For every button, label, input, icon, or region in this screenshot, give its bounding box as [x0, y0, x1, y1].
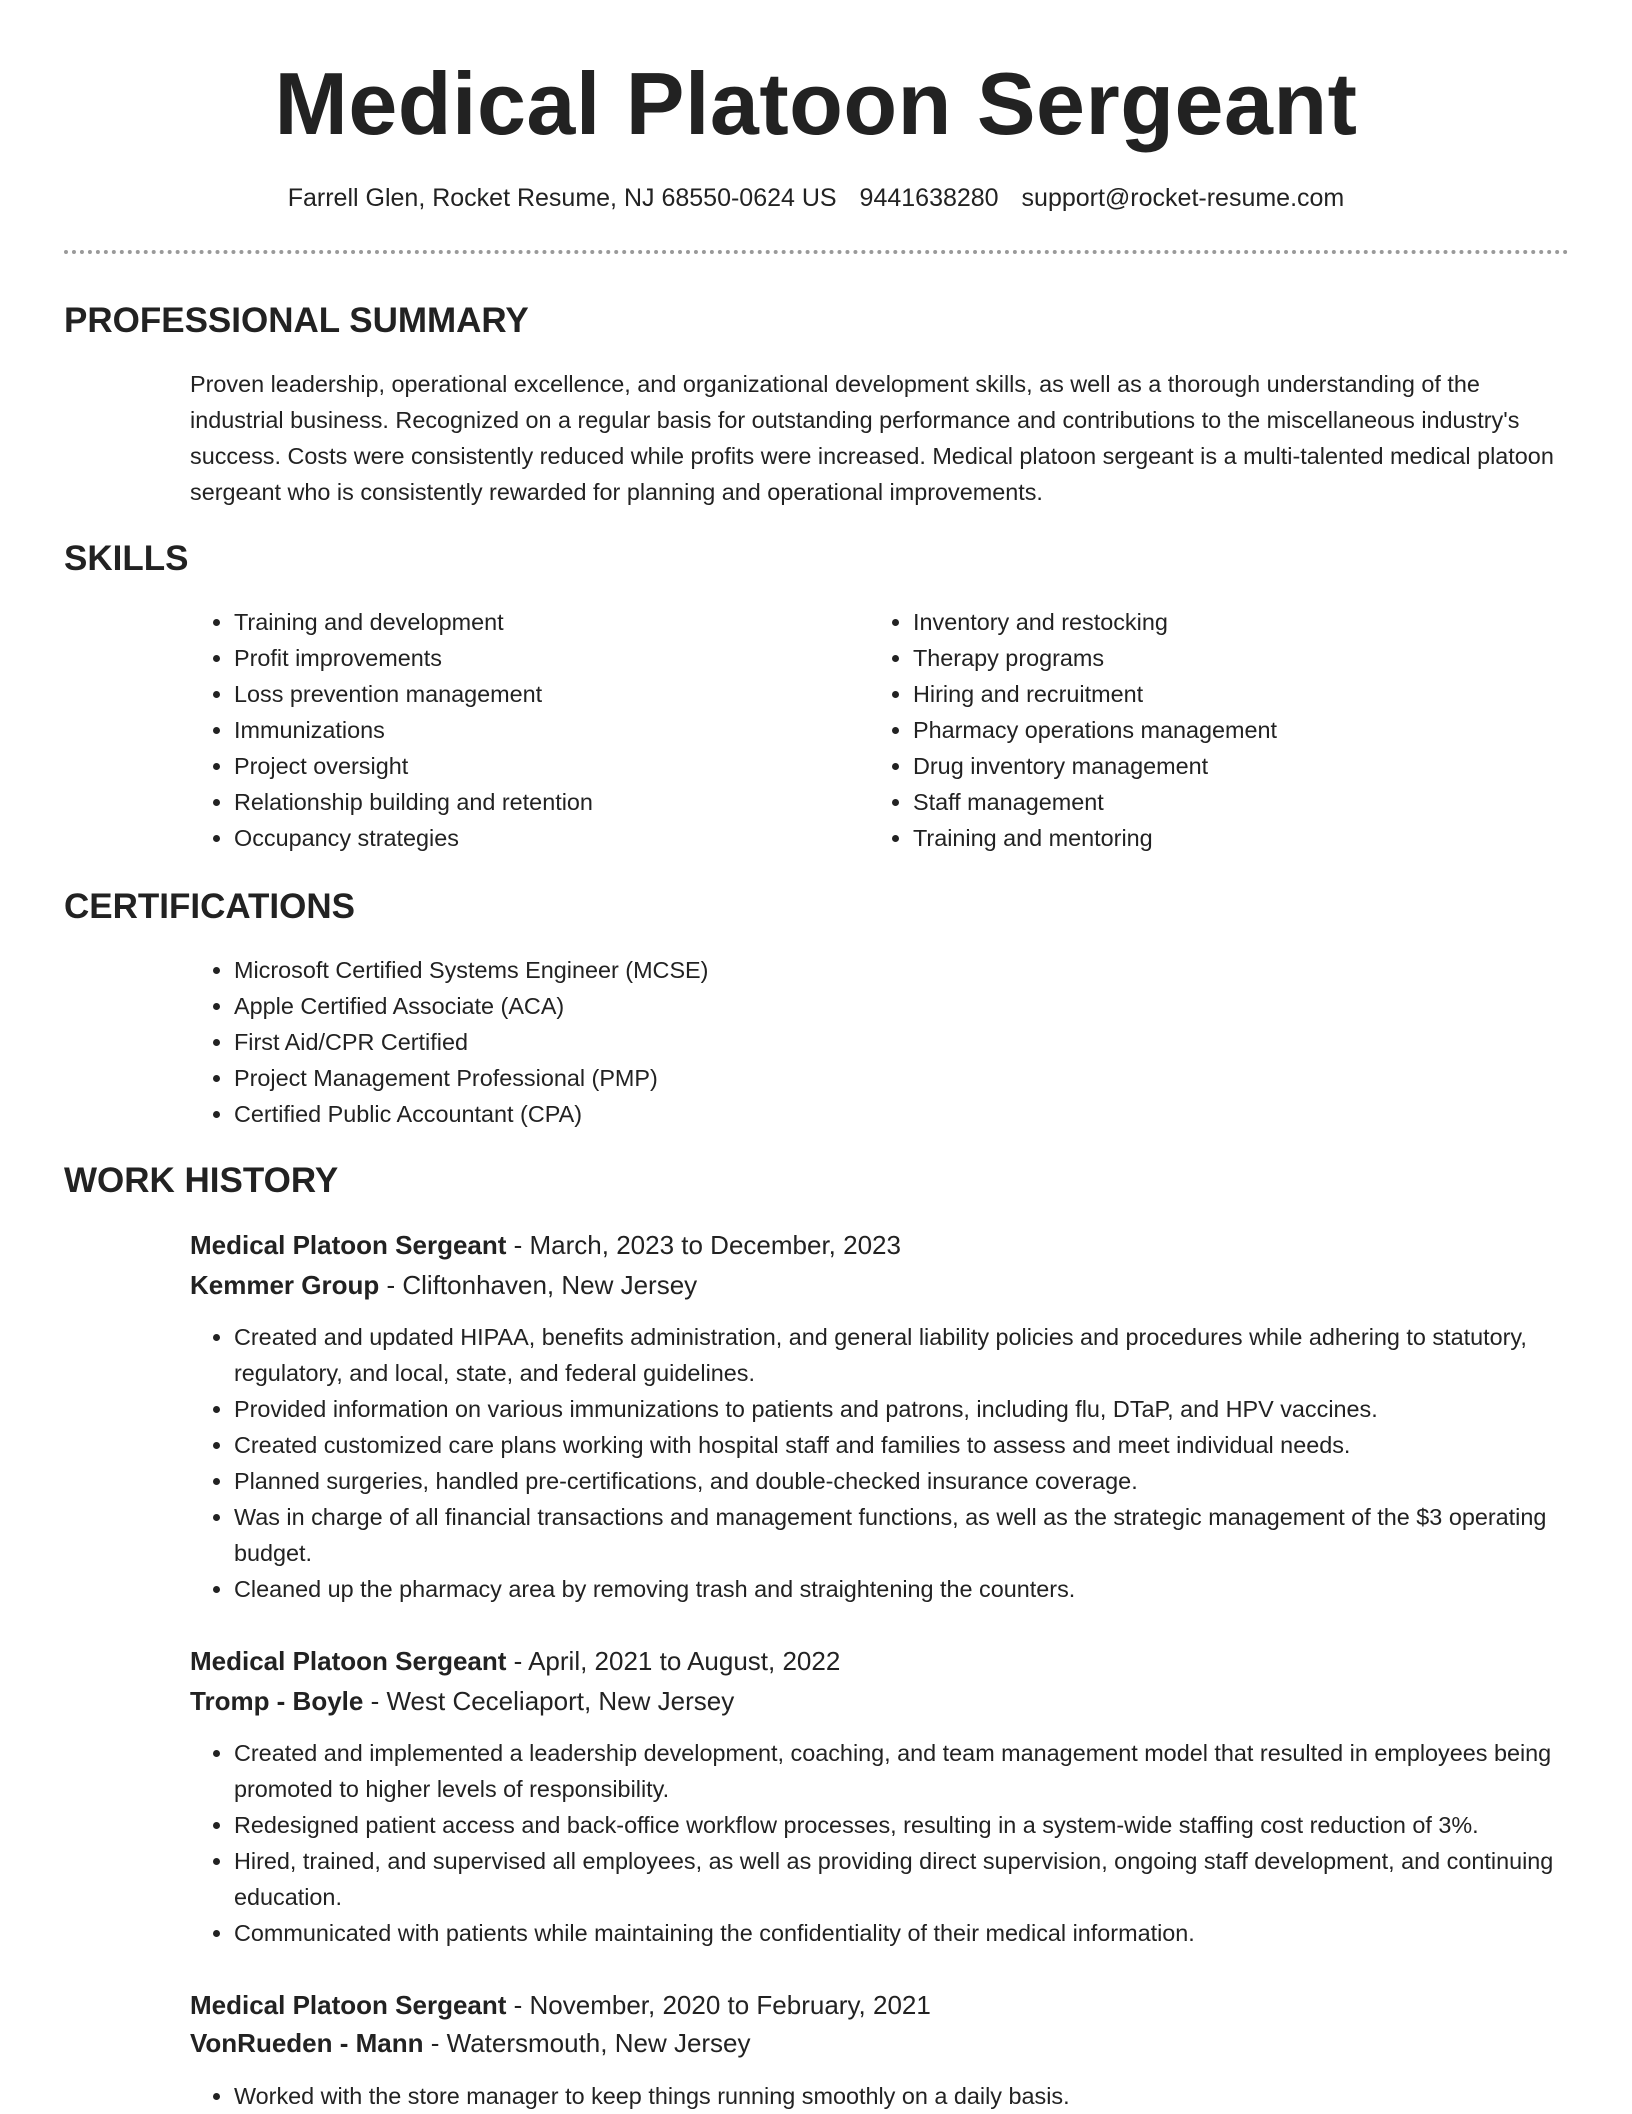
summary-text: Proven leadership, operational excellence, and organizational development skills, as well as a thorough understanding of the industrial business. Recognized on a regular basis for outstanding performance and contributions to the miscellaneous industry's success. Costs were consistently reduced while profits were increased. Medical platoon sergeant is a multi-talented medical platoon sergeant who is consistently rewarded for planning and operational improvements.	[190, 371, 1554, 505]
job-company-line	[190, 2023, 1570, 2063]
job-bullet: • Created and updated HIPAA, benefits administration, and general liability policies and procedures while adhering to statutory, regulatory, and local, state, and federal guidelines.	[234, 1319, 1570, 1391]
skills-list-left	[190, 604, 854, 856]
header-divider	[64, 250, 1569, 254]
skill-item: • Therapy programs	[913, 640, 1533, 676]
job-title-line	[190, 1225, 1570, 1265]
work-history-heading: WORK HISTORY	[64, 1161, 339, 1200]
certification-item: • Certified Public Accountant (CPA)	[234, 1096, 1534, 1132]
job-company-line	[190, 1681, 1570, 1721]
job-location: - Watersmouth, New Jersey	[423, 2028, 751, 2058]
skill-item: • Project oversight	[234, 748, 854, 784]
job-bullets	[190, 1319, 1570, 1607]
job-bullet: • Created and implemented a leadership development, coaching, and team management model that resulted in employees being promoted to higher levels of responsibility.	[234, 1735, 1570, 1807]
job-bullet: • Cleaned up the pharmacy area by removing trash and straightening the counters.	[234, 1571, 1570, 1607]
job-location: - Cliftonhaven, New Jersey	[379, 1270, 698, 1300]
skill-item: • Training and mentoring	[913, 820, 1533, 856]
certification-item: • Apple Certified Associate (ACA)	[234, 988, 1534, 1024]
job-bullet: • Hired, trained, and supervised all employees, as well as providing direct supervision, ongoing staff development, and continuing education.	[234, 1843, 1570, 1915]
job-company: Kemmer Group	[190, 1270, 380, 1300]
job-bullet: • Communicated with patients while maintaining the confidentiality of their medical information.	[234, 1915, 1570, 1951]
job-role: Medical Platoon Sergeant	[190, 1646, 507, 1676]
skill-item: • Pharmacy operations management	[913, 712, 1533, 748]
job-bullet: • Redesigned patient access and back-office workflow processes, resulting in a system-wide staffing cost reduction of 3%.	[234, 1807, 1570, 1843]
job-role: Medical Platoon Sergeant	[190, 1990, 507, 2020]
job-bullet: • Was in charge of all financial transactions and management functions, as well as the strategic management of the $3 operating budget.	[234, 1499, 1570, 1571]
job-title-line	[190, 1641, 1570, 1681]
skill-item: • Inventory and restocking	[913, 604, 1533, 640]
contact-email: support@rocket-resume.com	[1021, 184, 1345, 212]
certification-item: • Microsoft Certified Systems Engineer (MCSE)	[234, 952, 1534, 988]
summary-heading: PROFESSIONAL SUMMARY	[64, 301, 529, 340]
skills-heading: SKILLS	[64, 539, 189, 578]
contact-line	[0, 180, 1632, 216]
skill-item: • Immunizations	[234, 712, 854, 748]
job-dates: - November, 2020 to February, 2021	[506, 1990, 931, 2020]
job-company-line	[190, 1265, 1570, 1305]
skill-item: • Occupancy strategies	[234, 820, 854, 856]
skill-item: • Relationship building and retention	[234, 784, 854, 820]
certifications-list	[190, 952, 1534, 1132]
job-location: - West Ceceliaport, New Jersey	[363, 1686, 735, 1716]
job-role: Medical Platoon Sergeant	[190, 1230, 507, 1260]
resume-name: Medical Platoon Sergeant	[274, 54, 1358, 153]
job-bullets	[190, 2078, 1570, 2114]
skills-list-right	[869, 604, 1533, 856]
skill-item: • Profit improvements	[234, 640, 854, 676]
skill-item: • Training and development	[234, 604, 854, 640]
job-dates: - March, 2023 to December, 2023	[506, 1230, 901, 1260]
job-bullets	[190, 1735, 1570, 1951]
job-company: VonRueden - Mann	[190, 2028, 424, 2058]
job-dates: - April, 2021 to August, 2022	[506, 1646, 841, 1676]
contact-address: Farrell Glen, Rocket Resume, NJ 68550-0624 US	[287, 184, 837, 212]
contact-phone: 9441638280	[859, 184, 999, 212]
job-bullet: • Planned surgeries, handled pre-certifications, and double-checked insurance coverage.	[234, 1463, 1570, 1499]
skill-item: • Drug inventory management	[913, 748, 1533, 784]
skill-item: • Staff management	[913, 784, 1533, 820]
job-bullet: • Created customized care plans working with hospital staff and families to assess and meet individual needs.	[234, 1427, 1570, 1463]
skill-item: • Hiring and recruitment	[913, 676, 1533, 712]
skill-item: • Loss prevention management	[234, 676, 854, 712]
job-title-line	[190, 1985, 1570, 2025]
certification-item: • First Aid/CPR Certified	[234, 1024, 1534, 1060]
certifications-heading: CERTIFICATIONS	[64, 887, 356, 926]
job-company: Tromp - Boyle	[190, 1686, 364, 1716]
certification-item: • Project Management Professional (PMP)	[234, 1060, 1534, 1096]
job-bullet: • Provided information on various immunizations to patients and patrons, including flu, DTaP, and HPV vaccines.	[234, 1391, 1570, 1427]
job-bullet: • Worked with the store manager to keep things running smoothly on a daily basis.	[234, 2078, 1570, 2114]
